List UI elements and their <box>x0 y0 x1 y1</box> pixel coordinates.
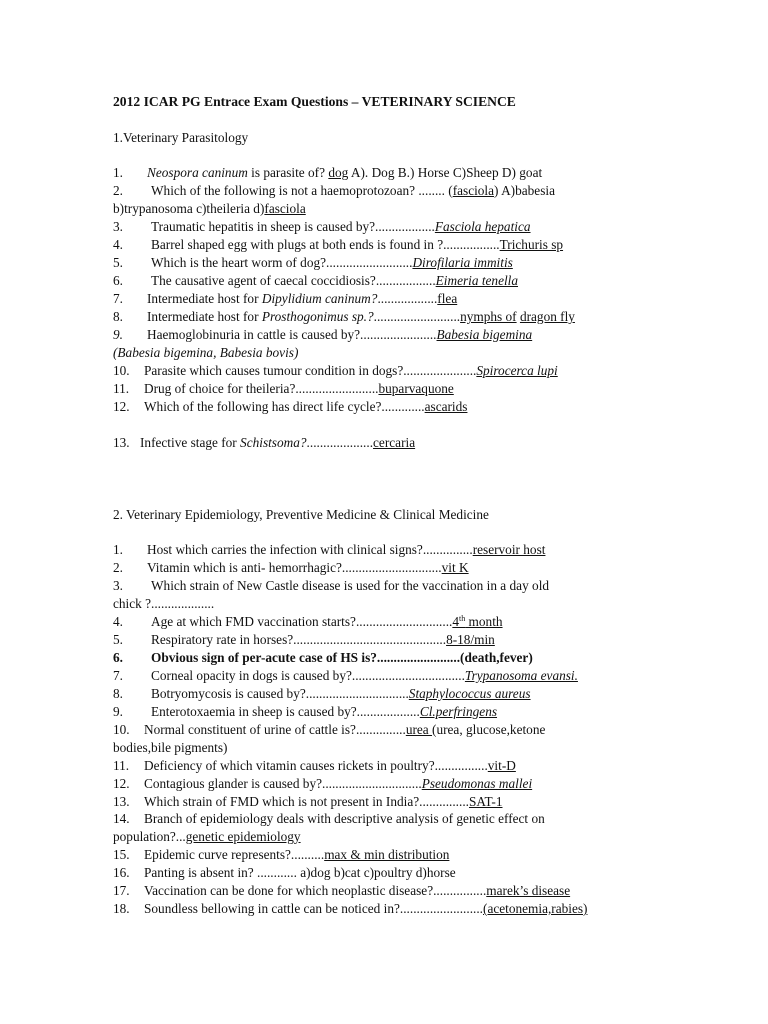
list-item-continuation: bodies,bile pigments) <box>113 740 228 755</box>
list-item: 13. Which strain of FMD which is not present in India?...............SAT-1 <box>113 794 503 809</box>
list-item: 14. Branch of epidemiology deals with descriptive analysis of genetic effect on <box>113 811 545 826</box>
list-item: 3. Traumatic hepatitis in sheep is caused by?..................Fasciola hepatica <box>113 219 531 234</box>
section-heading-parasitology: 1.Veterinary Parasitology <box>113 130 249 145</box>
list-item-continuation: (Babesia bigemina, Babesia bovis) <box>113 345 299 360</box>
list-item: 6. The causative agent of caecal coccidiosis?..................Eimeria tenella <box>113 273 519 288</box>
list-item: 5. Respiratory rate in horses?..............................................8-18/min <box>113 632 495 647</box>
list-item: 3. Which strain of New Castle disease is used for the vaccination in a day old <box>113 578 550 593</box>
list-item: 4. Barrel shaped egg with plugs at both ends is found in ?.................Trichuris sp <box>113 237 564 252</box>
list-item: 7. Intermediate host for Dipylidium caninum?..................flea <box>113 291 458 306</box>
section-heading-epidemiology: 2. Veterinary Epidemiology, Preventive Medicine & Clinical Medicine <box>113 507 489 522</box>
list-item: 5. Which is the heart worm of dog?..........................Dirofilaria immitis <box>113 255 513 270</box>
list-item: 16. Panting is absent in? ............ a)dog b)cat c)poultry d)horse <box>113 865 456 880</box>
list-item: 12. Which of the following has direct life cycle?.............ascarids <box>113 399 468 414</box>
list-item: 8. Botryomycosis is caused by?...............................Staphylococcus aureus <box>113 686 531 701</box>
list-item: 6. Obvious sign of per-acute case of HS is?.........................(death,fever) <box>113 650 533 665</box>
list-item: 2. Which of the following is not a haemoprotozoan? ........ (fasciola) A)babesia <box>113 183 555 198</box>
list-item: 9. Enterotoxaemia in sheep is caused by?...................Cl.perfringens <box>113 704 498 719</box>
list-item: 11. Drug of choice for theileria?.........................buparvaquone <box>113 381 454 396</box>
list-item: 17. Vaccination can be done for which neoplastic disease?................marek’s disease <box>113 883 571 898</box>
list-item: 10. Parasite which causes tumour condition in dogs?......................Spirocerca lupi <box>113 363 558 378</box>
list-item: 11. Deficiency of which vitamin causes rickets in poultry?................vit-D <box>113 758 516 773</box>
list-item-continuation: chick ?................... <box>113 596 215 611</box>
list-item: 18. Soundless bellowing in cattle can be noticed in?.........................(acetonemia,rabies) <box>113 901 588 916</box>
document-title: 2012 ICAR PG Entrace Exam Questions – VETERINARY SCIENCE <box>113 94 516 109</box>
list-item: 12. Contagious glander is caused by?..............................Pseudomonas mallei <box>113 776 533 791</box>
list-item: 7. Corneal opacity in dogs is caused by?..................................Trypanosoma evansi. <box>113 668 578 683</box>
list-item: 8. Intermediate host for Prosthogonimus sp.?..........................nymphs of dragon fly <box>113 309 575 324</box>
list-item: 1. Neospora caninum is parasite of? dog A). Dog B.) Horse C)Sheep D) goat <box>113 165 543 180</box>
list-item: 15. Epidemic curve represents?..........max & min distribution <box>113 847 450 862</box>
list-item-continuation: population?...genetic epidemiology <box>113 829 301 844</box>
list-item-continuation: b)trypanosoma c)theileria d)fasciola <box>113 201 306 216</box>
list-item: 10. Normal constituent of urine of cattle is?...............urea (urea, glucose,ketone <box>113 722 546 737</box>
list-item: 13. Infective stage for Schistsoma?....................cercaria <box>113 435 416 450</box>
list-item: 1. Host which carries the infection with clinical signs?...............reservoir host <box>113 542 546 557</box>
list-item: 4. Age at which FMD vaccination starts?.............................4th month <box>113 614 503 629</box>
list-item: 2. Vitamin which is anti- hemorrhagic?..............................vit K <box>113 560 469 575</box>
list-item: 9. Haemoglobinuria in cattle is caused by?.......................Babesia bigemina <box>113 327 533 342</box>
